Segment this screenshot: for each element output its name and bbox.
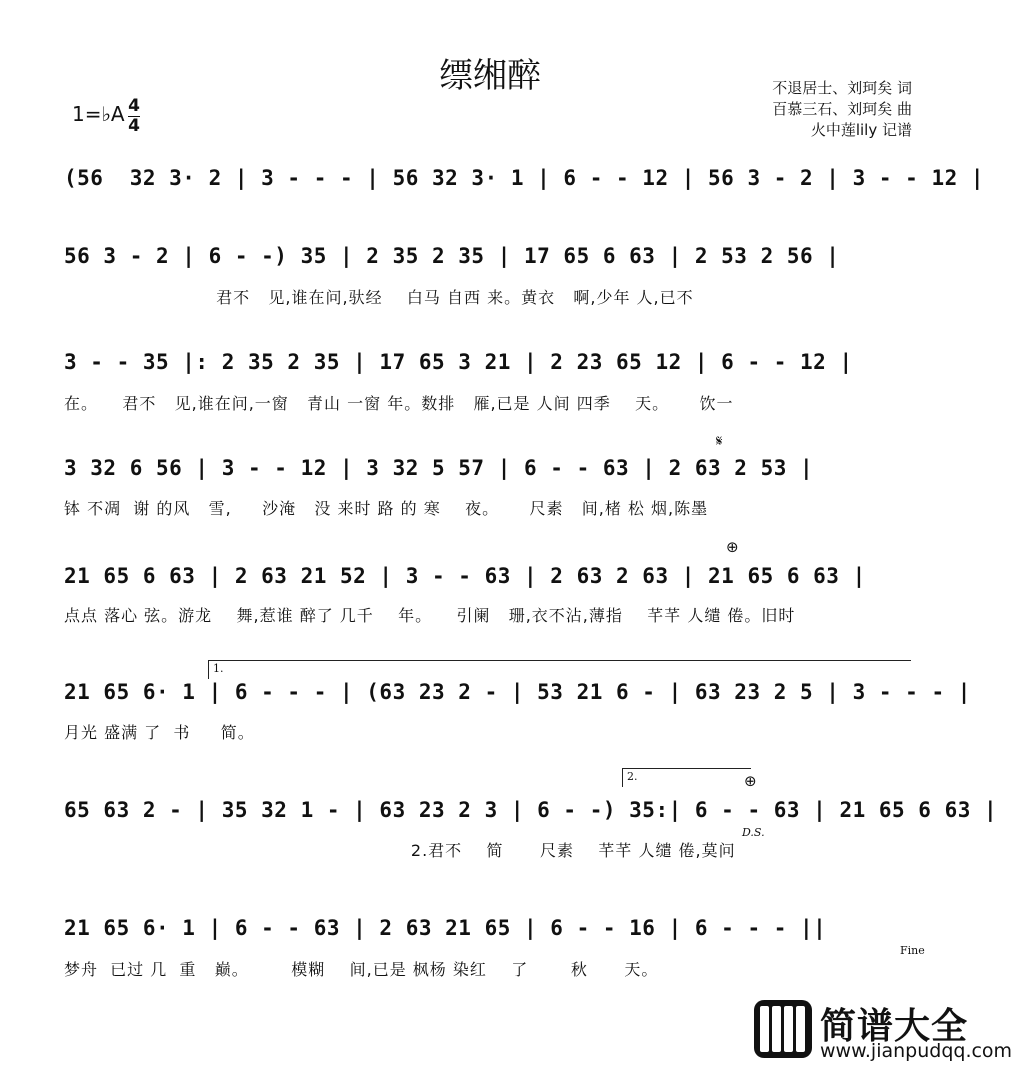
- credit-lyricist: 不退居士、刘珂矣 词: [772, 79, 912, 97]
- first-ending-label: 1.: [213, 662, 224, 675]
- lyric-line-4: 钵 不凋 谢 的风 雪, 沙淹 没 来时 路 的 寒 夜。 尺素 间,楮 松 烟,陈墨: [64, 499, 709, 518]
- lyric-line-5: 点点 落心 弦。游龙 舞,惹谁 醉了 几千 年。 引阑 珊,衣不沾,薄指 芊芊 人缱 倦。旧时: [64, 606, 796, 625]
- time-signature-top: 4: [128, 96, 140, 116]
- logo-url: www.jianpudqq.com: [820, 1040, 1012, 1062]
- second-ending-bracket: [622, 768, 751, 787]
- second-ending-label: 2.: [627, 770, 638, 783]
- logo-brand: 简谱大全: [820, 1006, 969, 1047]
- segno-icon: 𝄋: [716, 432, 723, 450]
- fine-mark: Fine: [900, 944, 925, 957]
- score-line-1: (56 32 3· 2 | 3 - - - | 56 32 3· 1 | 6 - - 12 | 56 3 - 2 | 3 - - 12 |: [64, 166, 985, 190]
- credits: [772, 78, 912, 141]
- lyric-line-8: 梦舟 已过 几 重 巅。 模糊 间,已是 枫杨 染红 了 秋 天。: [64, 960, 659, 979]
- page-title: 缥缃醉: [439, 56, 541, 96]
- time-signature: [128, 98, 140, 135]
- score-line-2: 56 3 - 2 | 6 - -) 35 | 2 35 2 35 | 17 65 6 63 | 2 53 2 56 |: [64, 244, 840, 268]
- score-line-6: 21 65 6· 1 | 6 - - - | (63 23 2 - | 53 21 6 - | 63 23 2 5 | 3 - - - |: [64, 680, 971, 704]
- first-ending-bracket: [208, 660, 911, 679]
- lyric-line-7: 2.君不 简 尺素 芊芊 人缱 倦,莫问: [64, 841, 736, 860]
- score-line-4: 3 32 6 56 | 3 - - 12 | 3 32 5 57 | 6 - - 63 | 2 63 2 53 |: [64, 456, 814, 480]
- lyric-line-2: 君不 见,谁在问,驮经 白马 自西 来。黄衣 啊,少年 人,已不: [64, 288, 694, 307]
- lyric-line-6: 月光 盛满 了 书 简。: [64, 723, 255, 742]
- ds-mark: D.S.: [742, 826, 765, 839]
- coda-icon-2: ⊕: [744, 772, 757, 790]
- score-line-5: 21 65 6 63 | 2 63 21 52 | 3 - - 63 | 2 63 2 63 | 21 65 6 63 |: [64, 564, 866, 588]
- time-signature-bottom: 4: [128, 116, 140, 136]
- site-logo: [754, 1000, 1012, 1062]
- score-line-7: 65 63 2 - | 35 32 1 - | 63 23 2 3 | 6 - -) 35:| 6 - - 63 | 21 65 6 63 |: [64, 798, 998, 822]
- credit-transcriber: 火中莲lily 记谱: [810, 121, 912, 139]
- coda-icon: ⊕: [726, 538, 739, 556]
- lyric-line-3: 在。 君不 见,谁在问,一窗 青山 一窗 年。数排 雁,已是 人间 四季 天。 饮一: [64, 394, 734, 413]
- key-signature: 1=♭A: [72, 102, 125, 126]
- credit-composer: 百慕三石、刘珂矣 曲: [772, 100, 912, 118]
- score-line-8: 21 65 6· 1 | 6 - - 63 | 2 63 21 65 | 6 - - 16 | 6 - - - ||: [64, 916, 827, 940]
- score-line-3: 3 - - 35 |: 2 35 2 35 | 17 65 3 21 | 2 23 65 12 | 6 - - 12 |: [64, 350, 853, 374]
- piano-icon: [754, 1000, 812, 1058]
